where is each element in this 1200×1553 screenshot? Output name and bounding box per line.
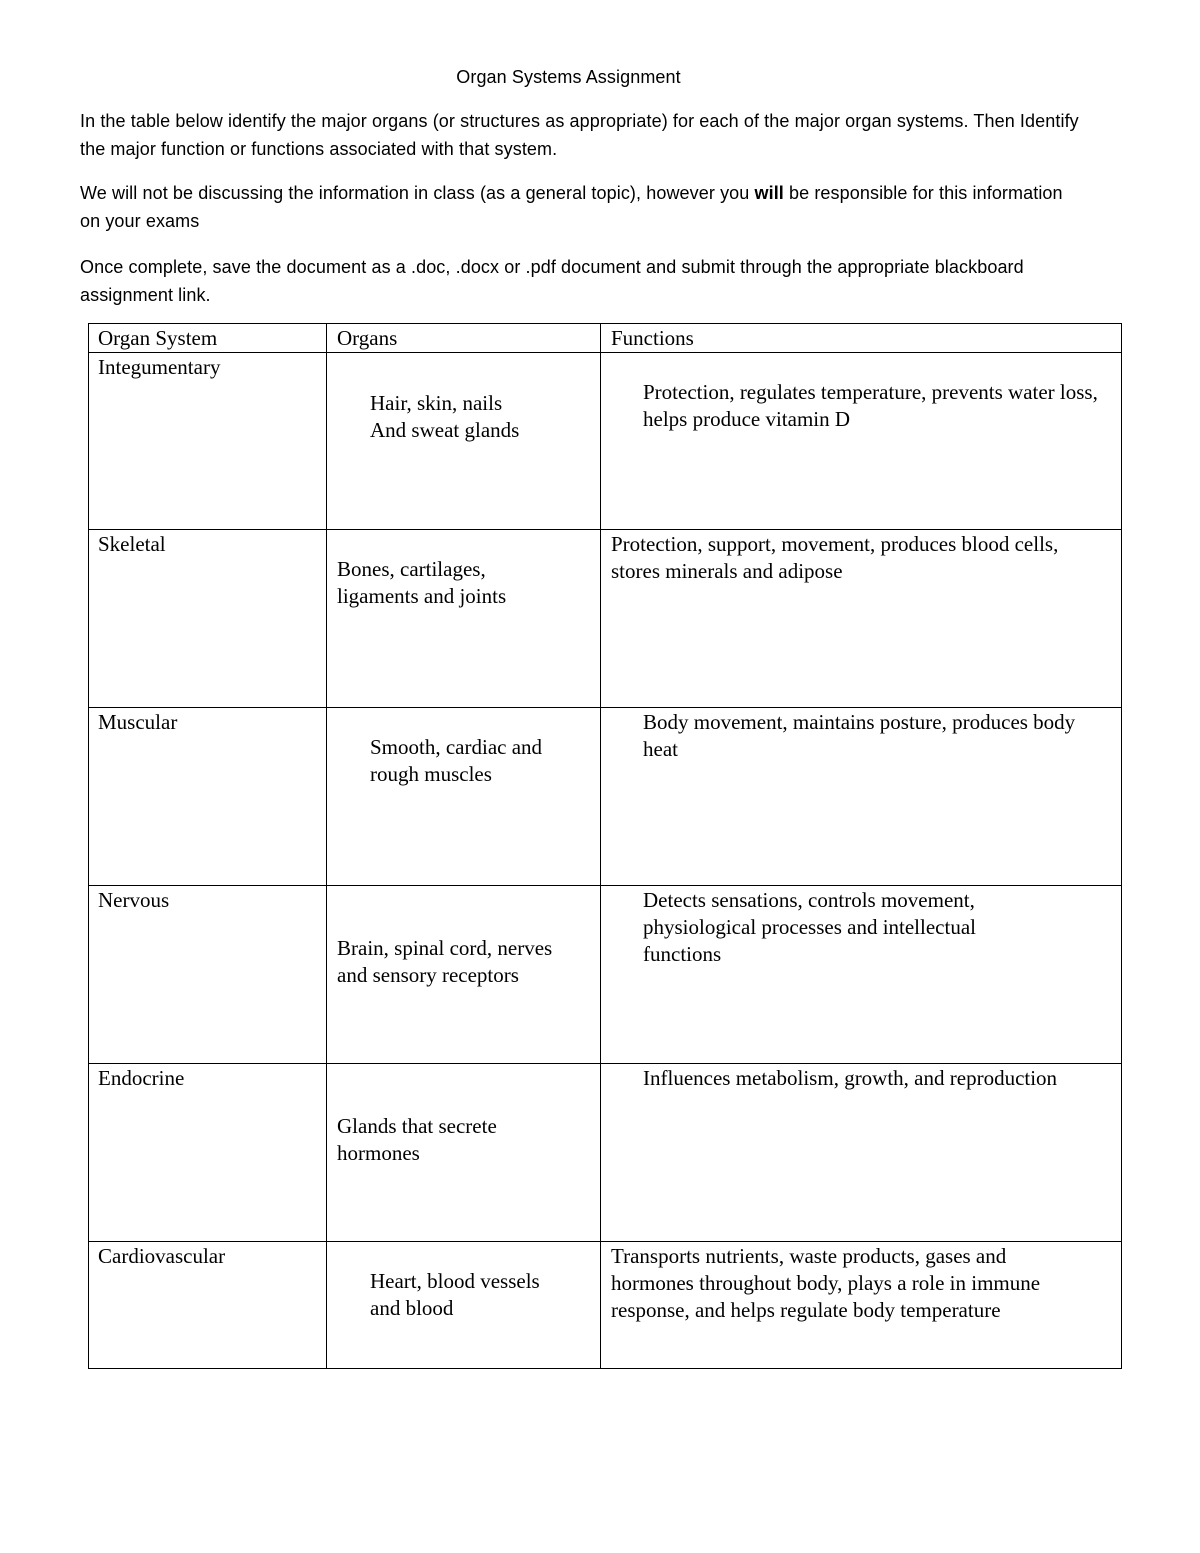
table-row	[89, 708, 1122, 886]
functions-cell	[601, 708, 1122, 886]
system-name: Skeletal	[98, 532, 166, 556]
organs-text: Brain, spinal cord, nerves and sensory receptors	[337, 936, 553, 987]
header-cell-organ-system	[89, 324, 327, 353]
functions-cell	[601, 530, 1122, 708]
system-name: Muscular	[98, 710, 178, 734]
system-name: Integumentary	[98, 355, 221, 379]
notice-text-start: We will not be discussing the information in class (as a general topic), however you	[80, 183, 755, 203]
system-cell	[89, 530, 327, 708]
organs-cell	[327, 1242, 601, 1369]
system-name: Nervous	[98, 888, 170, 912]
organ-systems-table	[88, 323, 1122, 1369]
functions-text: Protection, regulates temperature, prevents water loss, helps produce vitamin D	[643, 380, 1098, 431]
organs-text: Smooth, cardiac and rough muscles	[370, 735, 543, 786]
system-cell	[89, 708, 327, 886]
organs-text: Bones, cartilages, ligaments and joints	[337, 557, 507, 608]
header-label: Functions	[611, 326, 694, 350]
system-cell	[89, 1064, 327, 1242]
page-title: Organ Systems Assignment	[456, 67, 681, 87]
header-cell-functions	[601, 324, 1122, 353]
table-row	[89, 353, 1122, 530]
system-cell	[89, 1242, 327, 1369]
system-cell	[89, 353, 327, 530]
table-row	[89, 1242, 1122, 1369]
notice-text-end: be responsible for this information on your exams	[80, 183, 1063, 231]
table-header-row	[89, 324, 1122, 353]
organs-cell	[327, 353, 601, 530]
system-name: Endocrine	[98, 1066, 185, 1090]
organs-cell	[327, 708, 601, 886]
table-row	[89, 886, 1122, 1064]
organs-text: Heart, blood vessels and blood	[370, 1269, 540, 1320]
functions-cell	[601, 1242, 1122, 1369]
functions-text: Transports nutrients, waste products, gases and hormones throughout body, plays a role in immune response, and helps regulate body temperature	[611, 1244, 1041, 1322]
table-row	[89, 530, 1122, 708]
organs-cell	[327, 530, 601, 708]
instructions-paragraph: In the table below identify the major organs (or structures as appropriate) for each of the major organ systems. Then Identify the major function or functions associated with that system.	[80, 111, 1079, 159]
functions-text: Detects sensations, controls movement, physiological processes and intellectual functions	[643, 888, 976, 966]
header-cell-organs	[327, 324, 601, 353]
organs-text: Hair, skin, nails And sweat glands	[370, 391, 520, 442]
functions-text: Influences metabolism, growth, and reproduction	[643, 1066, 1058, 1090]
functions-text: Body movement, maintains posture, produces body heat	[643, 710, 1076, 761]
functions-cell	[601, 886, 1122, 1064]
header-label: Organs	[337, 326, 398, 350]
notice-emphasis: will	[754, 183, 784, 203]
header-label: Organ System	[98, 326, 218, 350]
table-row	[89, 1064, 1122, 1242]
functions-text: Protection, support, movement, produces blood cells, stores minerals and adipose	[611, 532, 1059, 583]
submission-paragraph: Once complete, save the document as a .doc, .docx or .pdf document and submit through the appropriate blackboard assignment link.	[80, 257, 1024, 305]
functions-cell	[601, 353, 1122, 530]
organs-text: Glands that secrete hormones	[337, 1114, 497, 1165]
system-cell	[89, 886, 327, 1064]
functions-cell	[601, 1064, 1122, 1242]
system-name: Cardiovascular	[98, 1244, 226, 1268]
organs-cell	[327, 886, 601, 1064]
organs-cell	[327, 1064, 601, 1242]
notice-paragraph	[80, 179, 1080, 235]
